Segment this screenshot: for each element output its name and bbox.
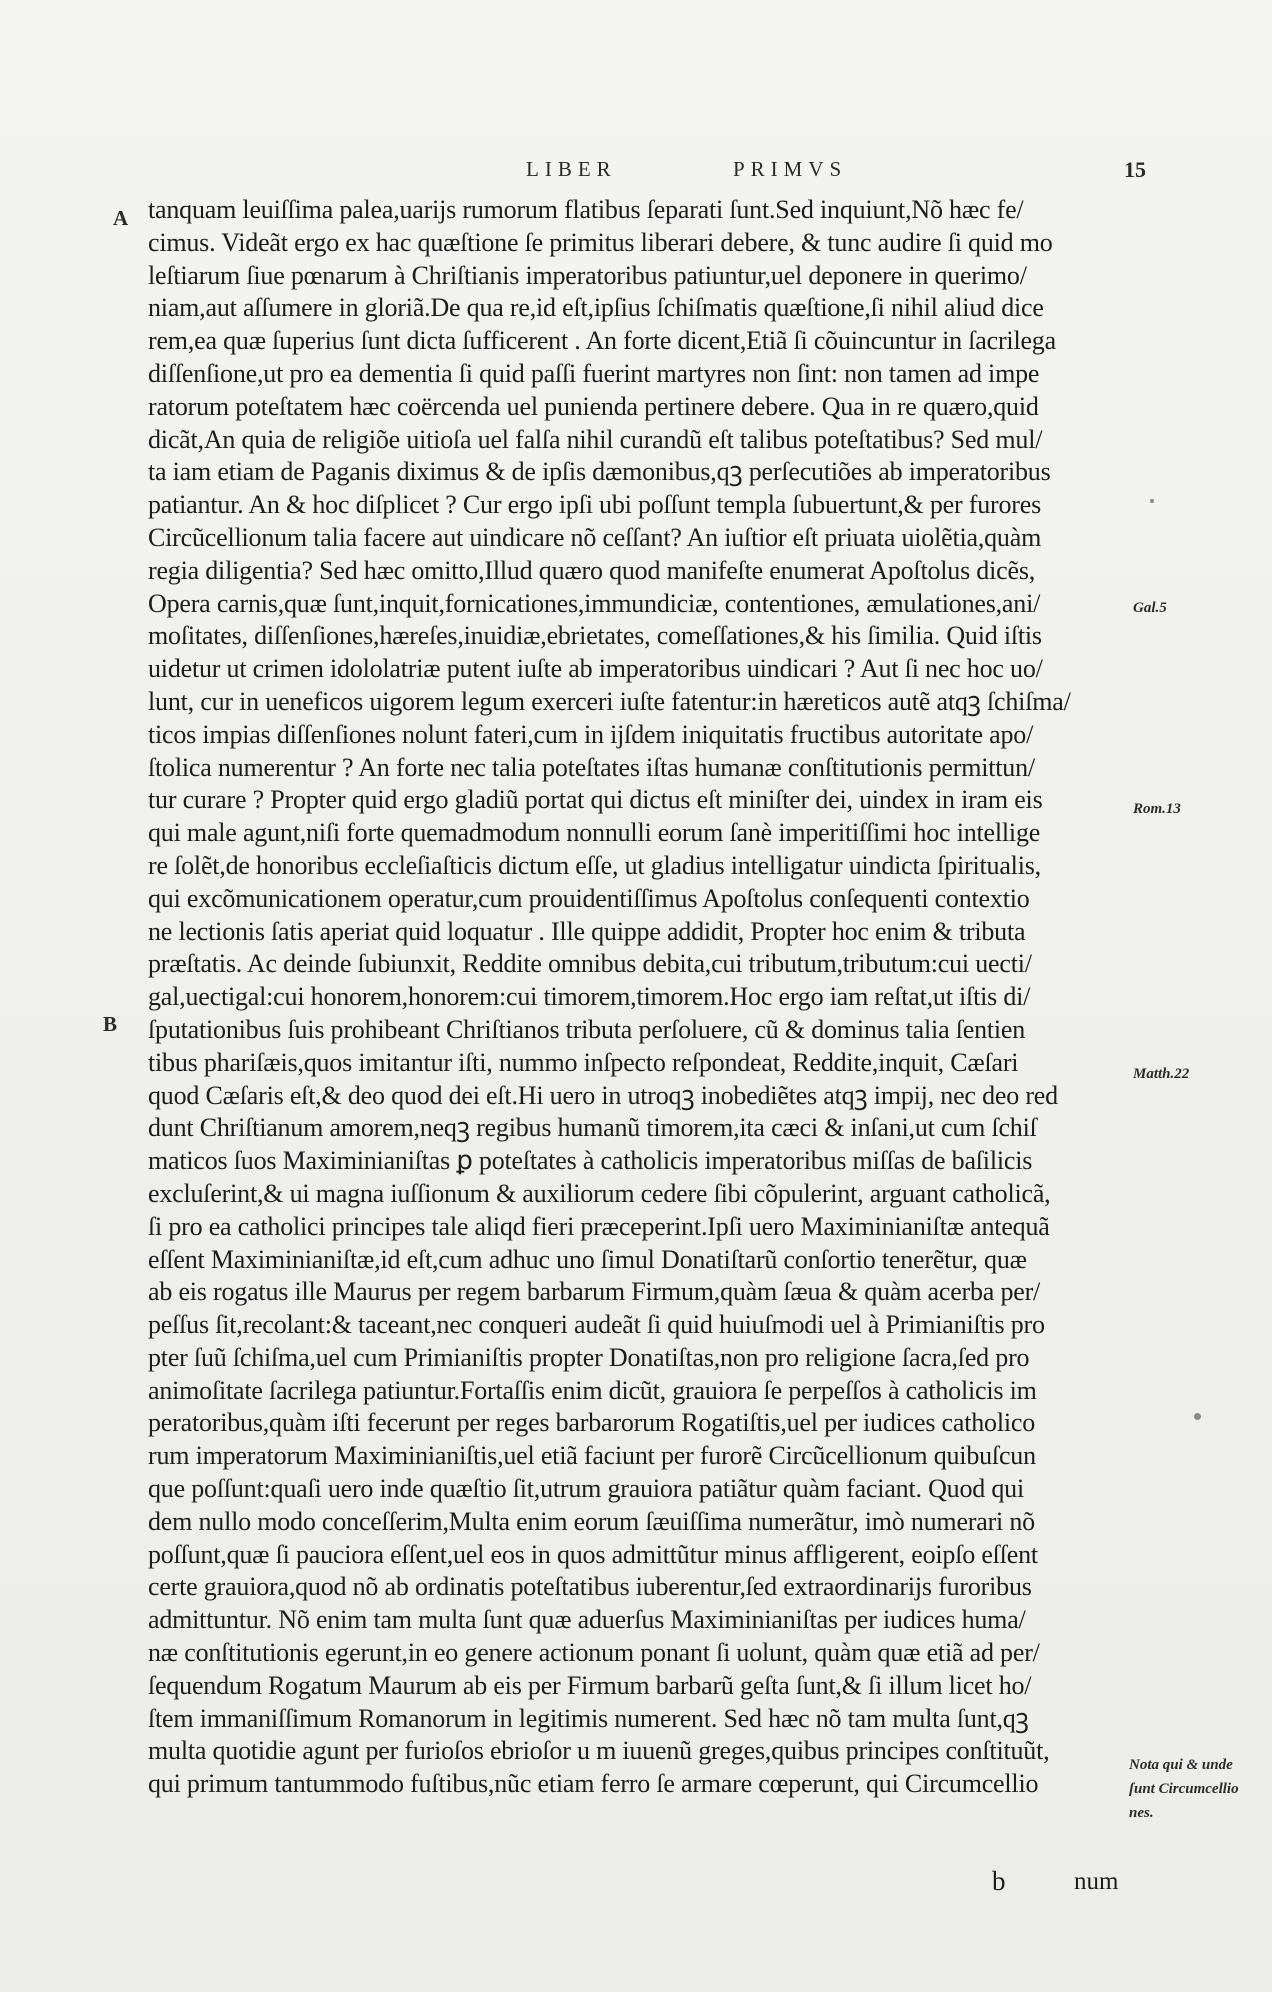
margin-note-circumcelliones-2: ſunt Circumcellio <box>1129 1781 1239 1797</box>
margin-note-circumcelliones-3: nes. <box>1129 1805 1154 1821</box>
margin-note-gal: Gal.5 <box>1133 600 1167 616</box>
text-line: certe grauiora,quod nõ ab ordinatis poteſtatibus iuberentur,ſed extraordinarijs furoribus <box>148 1572 1032 1602</box>
text-line: rum imperatorum Maximinianiſtis,uel etiã faciunt per furorẽ Circũcellionum quibuſcun <box>148 1441 1036 1471</box>
text-line: gal,uectigal:cui honorem,honorem:cui timorem,timorem.Hoc ergo iam reſtat,ut iſtis di/ <box>148 982 1031 1012</box>
text-line: rem,ea quæ ſuperius ſunt dicta ſufficerent . An forte dicent,Etiã ſi cõuincuntur in ſacrilega <box>148 326 1056 356</box>
text-line: Opera carnis,quæ ſunt,inquit,fornicationes,immundiciæ, contentiones, æmulationes,ani/ <box>148 588 1041 618</box>
text-line: dem nullo modo conceſſerim,Multa enim eorum ſæuiſſima numerãtur, imò numerari nõ <box>148 1506 1035 1536</box>
margin-note-rom: Rom.13 <box>1133 801 1181 817</box>
text-line: ſequendum Rogatum Maurum ab eis per Firmum barbarũ geſta ſunt,& ſi illum licet ho/ <box>148 1670 1032 1700</box>
text-line: ſputationibus ſuis prohibeant Chriſtianos tributa perſoluere, cũ & dominus talia ſentien <box>148 1014 1026 1044</box>
text-line: dicãt,An quia de religiõe uitioſa uel falſa nihil curandũ eſt talibus poteſtatibus? Sed mul/ <box>148 424 1043 454</box>
text-line: ſtem immaniſſimum Romanorum in legitimis numerent. Sed hæc nõ tam multa ſunt,qꝫ <box>148 1703 1029 1733</box>
text-line: multa quotidie agunt per furioſos ebrioſor u m iuuenũ greges,quibus principes conſtituũt, <box>148 1736 1050 1766</box>
text-line: ticos impias diſſenſiones nolunt fateri,cum in ijſdem iniquitatis fructibus autoritate apo/ <box>148 719 1034 749</box>
text-line: patiantur. An & hoc diſplicet ? Cur ergo ipſi ubi poſſunt templa ſubuertunt,& per furores <box>148 490 1041 520</box>
text-line: qui male agunt,niſi forte quemadmodum nonnulli eorum ſanè imperitiſſimi hoc intellige <box>148 818 1041 848</box>
text-line: que poſſunt:quaſi uero inde quæſtio ſit,utrum grauiora patiãtur quàm faciant. Quod qui <box>148 1474 1024 1504</box>
text-line: qui primum tantummodo fuſtibus,nũc etiam ferro ſe armare cœperunt, qui Circumcellio <box>148 1769 1039 1799</box>
text-line: diſſenſione,ut pro ea dementia ſi quid paſſi fuerint martyres non ſint: non tamen ad impe <box>148 358 1040 388</box>
text-line: qui excõmunicationem operatur,cum prouidentiſſimus Apoſtolus conſequenti contextio <box>148 883 1030 913</box>
text-line: cimus. Videãt ergo ex hac quæſtione ſe primitus liberari debere, & tunc audire ſi quid mo <box>148 227 1053 257</box>
paper-speck <box>1194 1413 1201 1420</box>
text-line: tibus phariſæis,quos imitantur iſti, nummo inſpecto reſpondeat, Reddite,inquit, Cæſari <box>148 1047 1019 1077</box>
text-line: leſtiarum ſiue pœnarum à Chriſtianis imperatoribus patiuntur,uel deponere in querimo/ <box>148 260 1027 290</box>
text-line: poſſunt,quæ ſi pauciora eſſent,uel eos in quos admittũtur minus affligerent, eoipſo eſſent <box>148 1539 1038 1569</box>
section-mark-a: A <box>113 206 129 230</box>
text-line: re ſolẽt,de honoribus eccleſiaſticis dictum eſſe, ut gladius intelligatur uindicta ſpiritualis, <box>148 850 1041 880</box>
text-line: peratoribus,quàm iſti fecerunt per reges barbarorum Rogatiſtis,uel per iudices catholico <box>148 1408 1036 1438</box>
running-head-liber: LIBER <box>526 157 617 181</box>
text-line: tur curare ? Propter quid ergo gladiũ portat qui dictus eſt miniſter dei, uindex in iram eis <box>148 785 1043 815</box>
main-text-block <box>148 194 1133 1801</box>
text-line: maticos ſuos Maximinianiſtas ꝑ poteſtates à catholicis imperatoribus miſſas de baſilicis <box>148 1146 1033 1176</box>
text-line: ſi pro ea catholici principes tale aliqd fieri præceperint.Ipſi uero Maximinianiſtæ antequã <box>148 1211 1050 1241</box>
signature-mark: b <box>992 1866 1006 1896</box>
text-line: pter ſuũ ſchiſma,uel cum Primianiſtis propter Donatiſtas,non pro religione ſacra,ſed pro <box>148 1342 1030 1372</box>
text-line: præſtatis. Ac deinde ſubiunxit, Reddite omnibus debita,cui tributum,tributum:cui uecti/ <box>148 949 1032 979</box>
text-line: næ conſtitutionis egerunt,in eo genere actionum ponant ſi uolunt, quàm quæ etiã ad per/ <box>148 1638 1040 1668</box>
text-line: eſſent Maximinianiſtæ,id eſt,cum adhuc uno ſimul Donatiſtarũ conſortio tenerẽtur, quæ <box>148 1244 1027 1274</box>
text-line: admittuntur. Nõ enim tam multa ſunt quæ aduerſus Maximinianiſtas per iudices huma/ <box>148 1605 1026 1635</box>
text-line: uidetur ut crimen idololatriæ putent iuſte ab imperatoribus uindicari ? Aut ſi nec hoc uo/ <box>148 654 1043 684</box>
text-line: dunt Chriſtianum amorem,neqꝫ regibus humanũ timorem,ita cæci & inſani,ut cum ſchiſ <box>148 1113 1037 1143</box>
catchword: num <box>1074 1868 1119 1895</box>
paper-speck <box>1150 499 1154 503</box>
text-line: quod Cæſaris eſt,& deo quod dei eſt.Hi uero in utroqꝫ inobediẽtes atqꝫ impij, nec deo red <box>148 1080 1058 1110</box>
text-line: excluſerint,& ui magna iuſſionum & auxiliorum cedere ſibi cõpulerint, arguant catholicã, <box>148 1178 1051 1208</box>
text-line: Circũcellionum talia facere aut uindicare nõ ceſſant? An iuſtior eſt priuata uiolẽtia,quàm <box>148 522 1042 552</box>
text-line: ab eis rogatus ille Maurus per regem barbarum Firmum,quàm ſæua & quàm acerba per/ <box>148 1277 1041 1307</box>
text-line: regia diligentia? Sed hæc omitto,Illud quæro quod manifeſte enumerat Apoſtolus dicẽs, <box>148 555 1036 585</box>
folio-number: 15 <box>1124 157 1146 182</box>
text-line: ne lectionis ſatis aperiat quid loquatur . Ille quippe addidit, Propter hoc enim & tributa <box>148 916 1026 946</box>
section-mark-b: B <box>103 1012 118 1036</box>
running-head <box>0 157 1272 187</box>
text-line: tanquam leuiſſima palea,uarijs rumorum flatibus ſeparati ſunt.Sed inquiunt,Nõ hæc fe/ <box>148 195 1024 224</box>
text-line: ratorum poteſtatem hæc coërcenda uel punienda pertinere debere. Qua in re quæro,quid <box>148 391 1039 421</box>
text-line: animoſitate ſacrilega patiuntur.Fortaſſis enim dicũt, grauiora ſe perpeſſos à catholicis im <box>148 1375 1037 1405</box>
text-line: niam,aut aſſumere in gloriã.De qua re,id eſt,ipſius ſchiſmatis quæſtione,ſi nihil aliud dice <box>148 293 1044 323</box>
text-line: lunt, cur in ueneficos uigorem legum exerceri iuſte fatentur:in hæreticos autẽ atqꝫ ſchiſma/ <box>148 686 1071 716</box>
margin-note-circumcelliones-1: Nota qui & unde <box>1129 1757 1233 1773</box>
text-line: ta iam etiam de Paganis diximus & de ipſis dæmonibus,qꝫ perſecutiões ab imperatoribus <box>148 457 1051 487</box>
running-head-primus: PRIMVS <box>733 157 848 181</box>
text-line: peſſus ſit,recolant:& taceant,nec conqueri audeãt ſi quid huiuſmodi uel à Primianiſtis pro <box>148 1310 1045 1340</box>
text-line: ſtolica numerentur ? An forte nec talia poteſtates iſtas humanæ conſtitutionis permittun/ <box>148 752 1035 782</box>
margin-note-matth: Matth.22 <box>1133 1066 1190 1082</box>
text-line: moſitates, diſſenſiones,hæreſes,inuidiæ,ebrietates, comeſſationes,& his ſimilia. Quid iſtis <box>148 621 1042 651</box>
